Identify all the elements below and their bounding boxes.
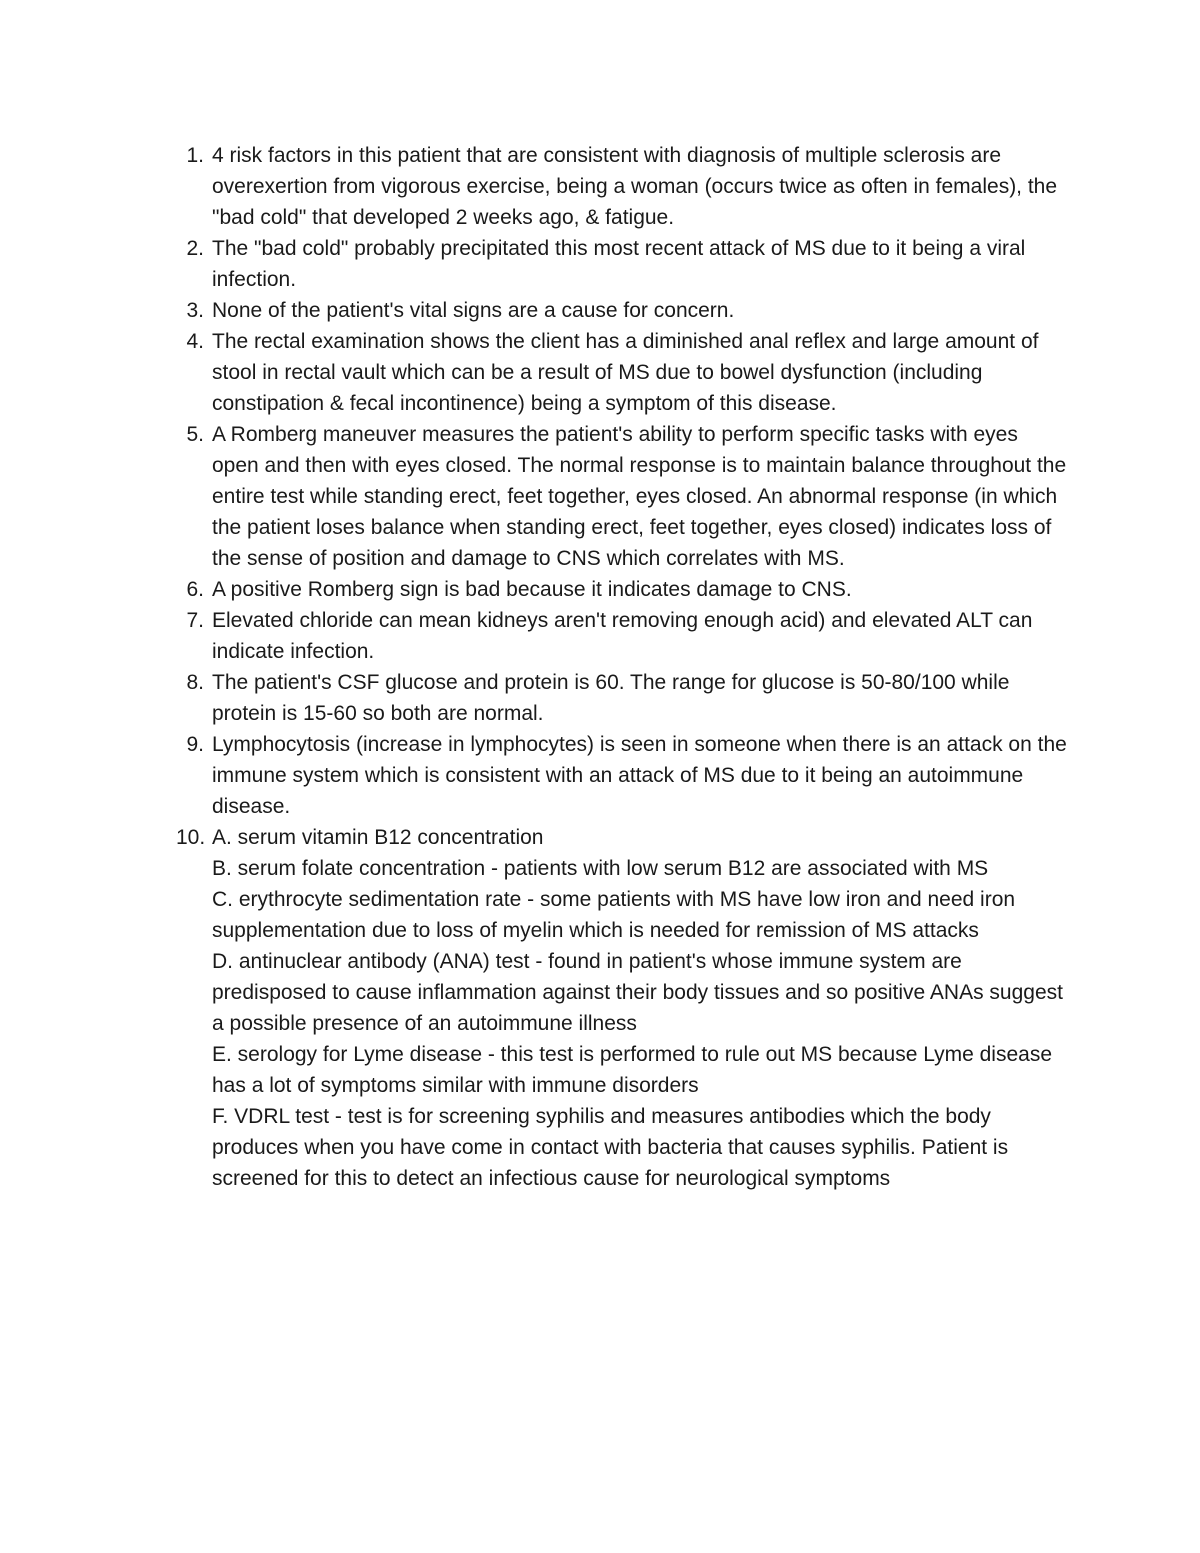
item-number: 3. xyxy=(186,299,204,322)
item-text: None of the patient's vital signs are a cause for concern. xyxy=(212,299,735,322)
item-text: The patient's CSF glucose and protein is 60. The range for glucose is 50-80/100 while protein is 15-60 so both are normal. xyxy=(212,671,1010,725)
item-number: 5. xyxy=(186,423,204,446)
lab-test-d: D. antinuclear antibody (ANA) test - found in patient's whose immune system are predisposed to cause inflammation against their body tissues and so positive ANAs suggest a possible presence of an autoimmune illness xyxy=(212,950,1063,1035)
list-item xyxy=(150,140,1070,233)
item-number: 10. xyxy=(176,826,206,849)
list-item-10 xyxy=(150,822,1070,1194)
item-text: A positive Romberg sign is bad because it indicates damage to CNS. xyxy=(212,578,852,601)
list-item xyxy=(150,419,1070,574)
list-item xyxy=(150,574,1070,605)
item-number: 8. xyxy=(186,671,204,694)
item-number: 6. xyxy=(186,578,204,601)
lab-test-a: A. serum vitamin B12 concentration xyxy=(212,826,544,849)
item-text: Lymphocytosis (increase in lymphocytes) is seen in someone when there is an attack on the immune system which is consistent with an attack of MS due to it being an autoimmune disease. xyxy=(212,733,1067,818)
item-number: 1. xyxy=(186,144,204,167)
item-number: 7. xyxy=(186,609,204,632)
item-number: 4. xyxy=(186,330,204,353)
item-text: 4 risk factors in this patient that are consistent with diagnosis of multiple sclerosis are overexertion from vigorous exercise, being a woman (occurs twice as often in females), the "bad cold" that developed 2 weeks ago, & fatigue. xyxy=(212,144,1058,229)
lab-test-c: C. erythrocyte sedimentation rate - some patients with MS have low iron and need iron supplementation due to loss of myelin which is needed for remission of MS attacks xyxy=(212,888,1016,942)
item-text: The rectal examination shows the client has a diminished anal reflex and large amount of stool in rectal vault which can be a result of MS due to bowel dysfunction (including constipation & fecal incontinence) being a symptom of this disease. xyxy=(212,330,1039,415)
list-item xyxy=(150,326,1070,419)
list-item xyxy=(150,729,1070,822)
list-item xyxy=(150,605,1070,667)
list-item xyxy=(150,295,1070,326)
item-text: A Romberg maneuver measures the patient's ability to perform specific tasks with eyes open and then with eyes closed. The normal response is to maintain balance throughout the entire test while standing erect, feet together, eyes closed. An abnormal response (in which the patient loses balance when standing erect, feet together, eyes closed) indicates loss of the sense of position and damage to CNS which correlates with MS. xyxy=(212,423,1067,570)
numbered-answer-list xyxy=(150,140,1070,1194)
item-text: Elevated chloride can mean kidneys aren't removing enough acid) and elevated ALT can indicate infection. xyxy=(212,609,1033,663)
item-10-lab-tests xyxy=(212,822,1070,1194)
lab-test-e: E. serology for Lyme disease - this test is performed to rule out MS because Lyme disease has a lot of symptoms similar with immune disorders xyxy=(212,1043,1052,1097)
item-number: 9. xyxy=(186,733,204,756)
item-text: The "bad cold" probably precipitated this most recent attack of MS due to it being a viral infection. xyxy=(212,237,1026,291)
item-number: 2. xyxy=(186,237,204,260)
list-item xyxy=(150,667,1070,729)
list-item xyxy=(150,233,1070,295)
lab-test-b: B. serum folate concentration - patients with low serum B12 are associated with MS xyxy=(212,857,989,880)
lab-test-f: F. VDRL test - test is for screening syphilis and measures antibodies which the body produces when you have come in contact with bacteria that causes syphilis. Patient is screened for this to detect an infectious cause for neurological symptoms xyxy=(212,1105,1009,1190)
